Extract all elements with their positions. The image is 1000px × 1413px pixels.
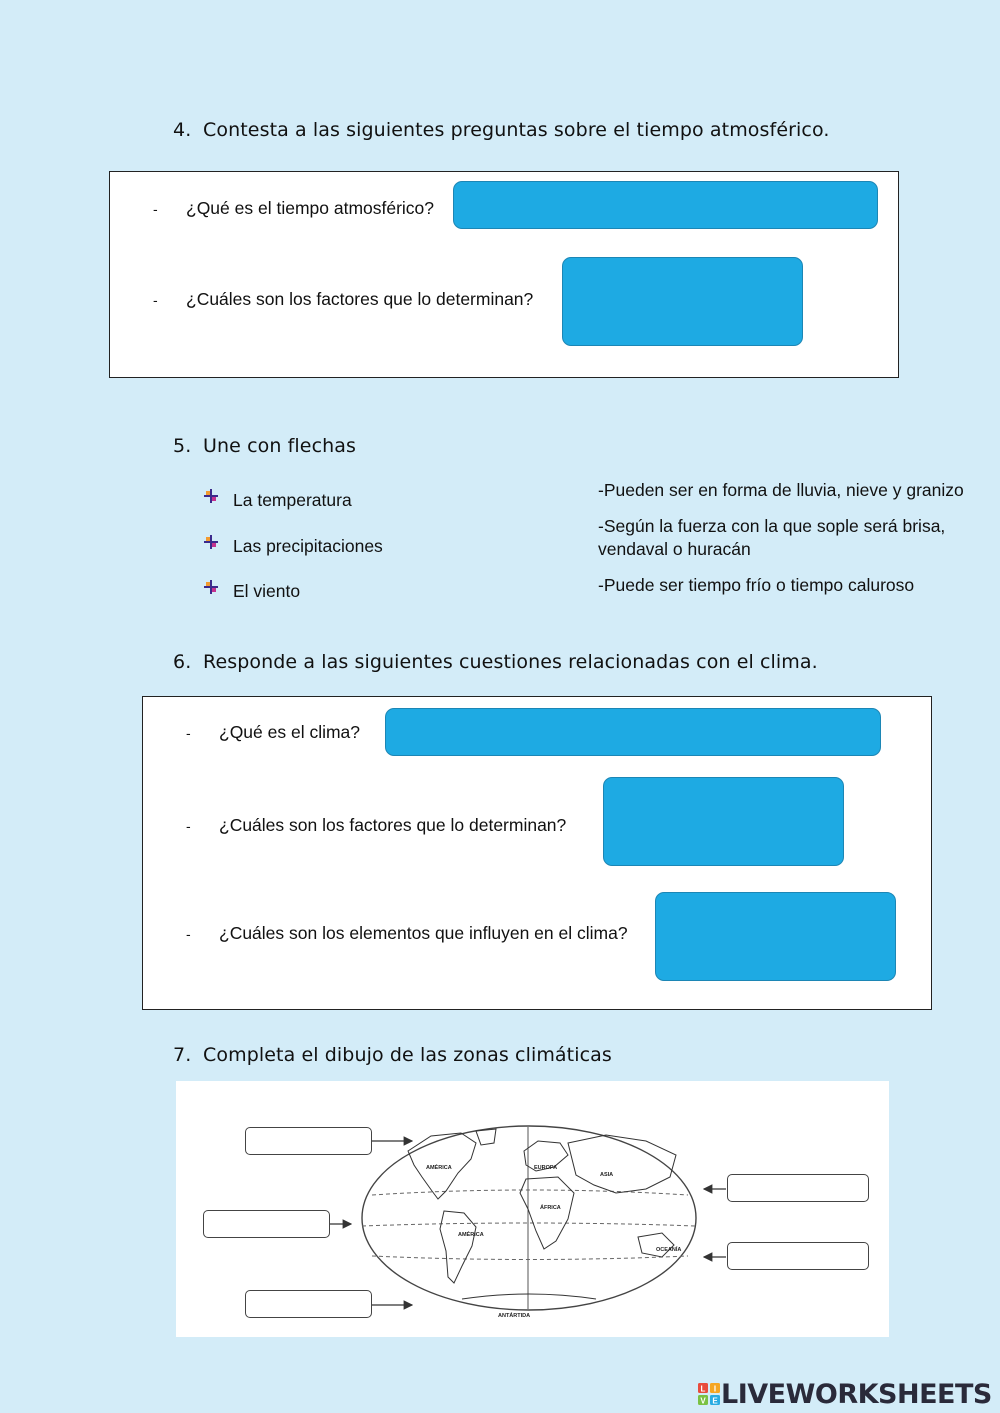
map-label-asia: ASIA [600, 1172, 614, 1178]
section-5-heading [173, 435, 356, 457]
match-item-precipitaciones[interactable]: Las precipitaciones [203, 536, 383, 557]
section-6-heading [173, 651, 818, 673]
cross-bullet-icon [203, 579, 233, 600]
svg-text:L: L [700, 1384, 706, 1394]
section-4-box [109, 171, 899, 378]
svg-text:E: E [712, 1396, 718, 1406]
climate-zone-input-2[interactable] [203, 1210, 330, 1238]
answer-weather-definition-field[interactable] [453, 181, 878, 229]
match-option-wind[interactable]: -Según la fuerza con la que sople será brisa, vendaval o huracán [598, 516, 946, 559]
section-title: Responde a las siguientes cuestiones relacionadas con el clima. [203, 651, 818, 673]
section-7-heading [173, 1044, 612, 1066]
map-label-antartida: ANTÁRTIDA [498, 1313, 531, 1319]
climate-zone-input-1[interactable] [245, 1127, 372, 1155]
cross-bullet-icon [203, 488, 233, 509]
map-label-oceania: OCEANÍA [656, 1247, 682, 1253]
climate-zone-input-5[interactable] [727, 1242, 869, 1270]
svg-text:I: I [713, 1384, 717, 1394]
section-title: Contesta a las siguientes preguntas sobre el tiempo atmosférico. [203, 119, 830, 141]
question-weather-definition: - ¿Qué es el tiempo atmosférico? [153, 198, 435, 218]
section-4-heading [173, 119, 829, 141]
answer-weather-factors-field[interactable] [562, 257, 803, 346]
question-weather-factors: - ¿Cuáles son los factores que lo determinan? [153, 289, 534, 309]
map-label-europa: EUROPA [534, 1165, 558, 1171]
climate-zone-input-4[interactable] [727, 1174, 869, 1202]
liveworksheets-logo-text: LIVEWORKSHEETS [721, 1378, 992, 1410]
section-number: 7. [173, 1044, 192, 1066]
cross-bullet-icon [203, 534, 233, 555]
question-climate-factors: - ¿Cuáles son los factores que lo determinan? [186, 815, 567, 835]
section-title: Completa el dibujo de las zonas climáticas [203, 1044, 612, 1066]
section-number: 6. [173, 651, 192, 673]
question-climate-definition: - ¿Qué es el clima? [186, 722, 361, 742]
svg-text:V: V [700, 1396, 706, 1406]
climate-zones-map-panel [176, 1081, 889, 1337]
match-item-temperatura[interactable]: La temperatura [203, 490, 352, 511]
map-label-america-south: AMÉRICA [458, 1232, 484, 1238]
match-option-temperature[interactable]: -Puede ser tiempo frío o tiempo caluroso [598, 575, 915, 595]
section-6-box [142, 696, 932, 1010]
section-title: Une con flechas [203, 435, 357, 457]
answer-climate-factors-field[interactable] [603, 777, 844, 866]
section-number: 5. [173, 435, 192, 457]
match-option-precipitation[interactable]: -Pueden ser en forma de lluvia, nieve y granizo [598, 480, 964, 500]
map-label-america-north: AMÉRICA [426, 1165, 452, 1171]
map-label-africa: ÁFRICA [540, 1205, 561, 1211]
match-item-viento[interactable]: El viento [203, 581, 300, 602]
liveworksheets-logo-icon [697, 1382, 721, 1406]
liveworksheets-logo [697, 1378, 992, 1410]
answer-climate-definition-field[interactable] [385, 708, 881, 756]
climate-zone-input-3[interactable] [245, 1290, 372, 1318]
answer-climate-elements-field[interactable] [655, 892, 896, 981]
section-number: 4. [173, 119, 192, 141]
question-climate-elements: - ¿Cuáles son los elementos que influyen en el clima? [186, 923, 628, 943]
globe-outline [362, 1126, 696, 1310]
